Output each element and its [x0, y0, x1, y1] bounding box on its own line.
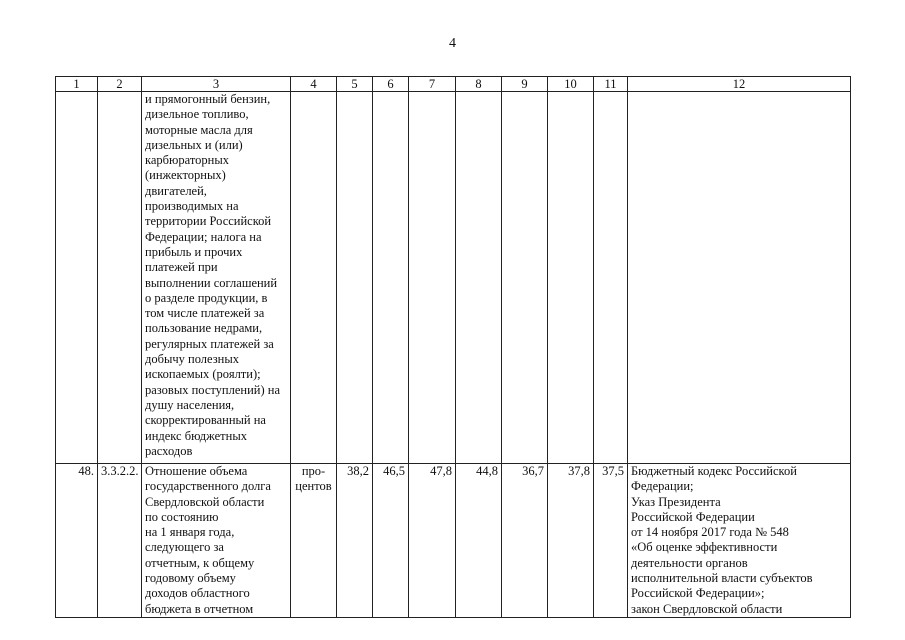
header-cell: 12: [628, 77, 851, 92]
basis-cell: [628, 92, 851, 464]
value-cell: [337, 92, 373, 464]
value-cell: [373, 92, 409, 464]
header-cell: 9: [502, 77, 548, 92]
header-cell: 11: [594, 77, 628, 92]
indicator-name-cell: и прямогонный бензин, дизельное топливо, моторные масла для дизельных и (или) карбюраторных (инжекторных) двигателей, производимых на территории Российской Федерации; налога на прибыль и прочих платежей при выполнении соглашений о разделе продукции, в том числе платежей за пользование недрами, регулярных платежей за добычу полезных ископаемых (роялти); разовых поступлений) на душу населения, скорректированный на индекс бюджетных расходов: [142, 92, 291, 464]
table-header-row: [56, 77, 851, 92]
value-cell: 37,8: [548, 464, 594, 618]
value-cell: [456, 92, 502, 464]
table-row: [56, 92, 851, 464]
indicators-table: [55, 76, 851, 618]
header-cell: 2: [98, 77, 142, 92]
header-cell: 4: [291, 77, 337, 92]
row-code-cell: 3.3.2.2.: [98, 464, 142, 618]
value-cell: 38,2: [337, 464, 373, 618]
row-code-cell: [98, 92, 142, 464]
value-cell: 37,5: [594, 464, 628, 618]
header-cell: 1: [56, 77, 98, 92]
value-cell: [594, 92, 628, 464]
value-cell: 44,8: [456, 464, 502, 618]
indicator-name-cell: Отношение объема государственного долга Свердловской области по состоянию на 1 января года, следующего за отчетным, к общему годовому объему доходов областного бюджета в отчетном: [142, 464, 291, 618]
unit-cell: про- центов: [291, 464, 337, 618]
value-cell: 46,5: [373, 464, 409, 618]
header-cell: 5: [337, 77, 373, 92]
row-number-cell: [56, 92, 98, 464]
value-cell: [409, 92, 456, 464]
unit-cell: [291, 92, 337, 464]
header-cell: 6: [373, 77, 409, 92]
page-number: 4: [449, 36, 456, 51]
row-number-cell: 48.: [56, 464, 98, 618]
basis-cell: Бюджетный кодекс Российской Федерации; Указ Президента Российской Федерации от 14 ноября 2017 года № 548 «Об оценке эффективности деятельности органов исполнительной власти субъектов Российской Федерации»; закон Свердловской области: [628, 464, 851, 618]
value-cell: 36,7: [502, 464, 548, 618]
table-row: [56, 464, 851, 618]
value-cell: [502, 92, 548, 464]
value-cell: [548, 92, 594, 464]
header-cell: 7: [409, 77, 456, 92]
header-cell: 8: [456, 77, 502, 92]
header-cell: 10: [548, 77, 594, 92]
value-cell: 47,8: [409, 464, 456, 618]
header-cell: 3: [142, 77, 291, 92]
